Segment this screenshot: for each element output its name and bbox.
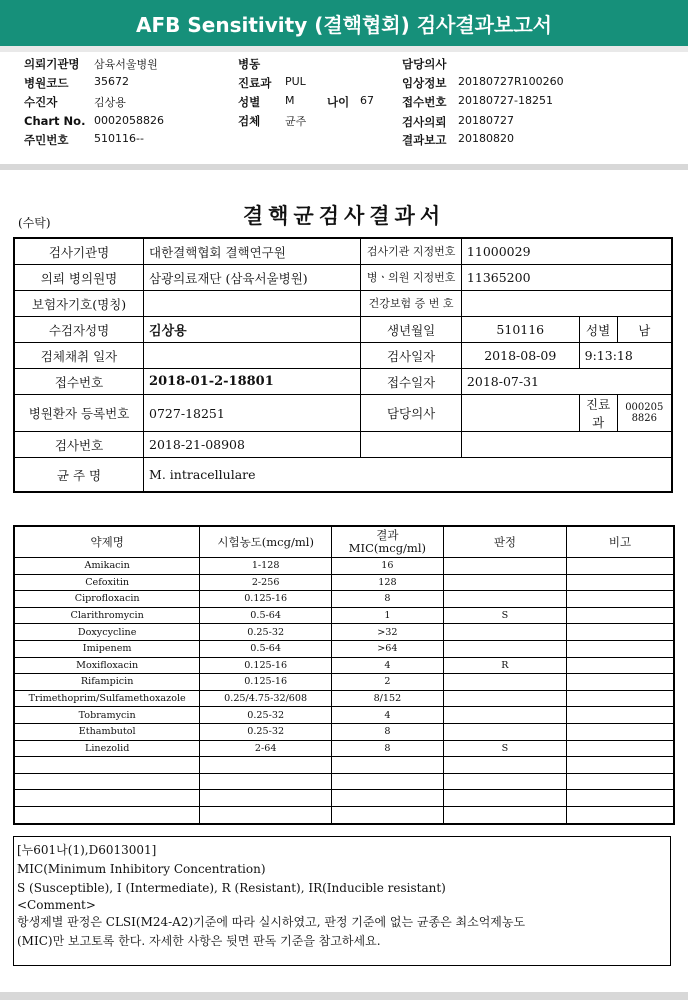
drug-cell-drug: Ethambutol: [14, 723, 200, 740]
drug-cell-mic: 4: [332, 707, 444, 724]
drug-cell-mic: 8: [332, 723, 444, 740]
drug-row: [14, 690, 674, 707]
drug-cell-judge: S: [443, 740, 566, 757]
hospital-label: 의뢰기관명: [24, 57, 80, 71]
lab-value: 대한결핵협회 결핵연구원: [144, 238, 361, 265]
drug-cell-drug: Rifampicin: [14, 674, 200, 691]
ref-no-label: 병ㆍ의원 지정번호: [361, 265, 462, 291]
dob-value: 510116: [461, 317, 579, 343]
table-row: [14, 432, 672, 458]
ward-label: 병동: [238, 57, 261, 71]
drug-cell-mic: 8/152: [332, 690, 444, 707]
mic-header-line1: 결과: [376, 528, 399, 542]
drug-header: 약제명: [14, 526, 200, 558]
collect-label: 검체채취 일자: [14, 343, 144, 369]
ref-no-value: 11365200: [461, 265, 672, 291]
table-row: [14, 265, 672, 291]
receiptno-label: 접수번호: [14, 369, 144, 395]
bottom-band: [0, 992, 688, 1000]
testno-label: 검사번호: [14, 432, 144, 458]
drug-cell-drug: Tobramycin: [14, 707, 200, 724]
drug-cell-conc: [200, 790, 332, 807]
doc-label: 담당의사: [361, 395, 462, 432]
drug-cell-judge: [443, 790, 566, 807]
drug-cell-note: [567, 773, 674, 790]
drug-sensitivity-table: [13, 525, 675, 825]
table-header-row: [14, 526, 674, 558]
receiptdate-label: 접수일자: [361, 369, 462, 395]
table-row: [14, 317, 672, 343]
receiptdate-value: 2018-07-31: [461, 369, 672, 395]
comment-code: [누601나(1),D6013001]: [17, 843, 157, 857]
name-value: 김상용: [144, 317, 361, 343]
rrn-value: 510116--: [94, 132, 144, 145]
table-row: [14, 458, 672, 493]
drug-cell-mic: [332, 790, 444, 807]
drug-cell-mic: 8: [332, 591, 444, 608]
empty-row: [14, 806, 674, 823]
receipt-label: 접수번호: [402, 95, 447, 109]
drug-cell-drug: [14, 757, 200, 774]
clinical-label: 임상정보: [402, 76, 447, 90]
collect-value: [144, 343, 361, 369]
mic-header: [332, 526, 444, 558]
receiptno-value: 2018-01-2-18801: [144, 369, 361, 395]
patient-label: 수진자: [24, 95, 58, 109]
age-label: 나이: [327, 95, 350, 109]
mic-header-line2: MIC(mcg/ml): [348, 541, 427, 555]
drug-cell-conc: [200, 806, 332, 823]
dept-label: 진료과: [238, 76, 272, 90]
drug-cell-conc: [200, 773, 332, 790]
drug-cell-drug: [14, 806, 200, 823]
drug-cell-mic: 2: [332, 674, 444, 691]
drug-cell-mic: >64: [332, 640, 444, 657]
report-info-panel: [0, 52, 688, 164]
dept-value: PUL: [285, 75, 306, 88]
drug-cell-mic: 4: [332, 657, 444, 674]
comment-legend: S (Susceptible), I (Intermediate), R (Resistant), IR(Inducible resistant): [17, 881, 446, 895]
drug-cell-judge: [443, 591, 566, 608]
insurer-label: 보험자기호(명칭): [14, 291, 144, 317]
sex-value: M: [285, 94, 295, 107]
strain-value: M. intracellulare: [144, 458, 672, 493]
report-value: 20180820: [458, 132, 514, 145]
drug-cell-mic: [332, 757, 444, 774]
drug-cell-conc: 0.5-64: [200, 640, 332, 657]
sex-value: 남: [617, 317, 672, 343]
drug-cell-note: [567, 806, 674, 823]
drug-cell-note: [567, 674, 674, 691]
sex-label: 성별: [579, 317, 617, 343]
drug-cell-judge: [443, 757, 566, 774]
drug-cell-drug: Trimethoprim/Sulfamethoxazole: [14, 690, 200, 707]
report-label: 결과보고: [402, 133, 447, 147]
request-label: 검사의뢰: [402, 115, 447, 129]
ref-value: 삼광의료재단 (삼육서울병원): [144, 265, 361, 291]
health-no-value: [461, 291, 672, 317]
dept-value: 0002058826: [617, 395, 672, 432]
dept-label: 진료과: [579, 395, 617, 432]
drug-cell-note: [567, 574, 674, 591]
drug-cell-drug: Cefoxitin: [14, 574, 200, 591]
drug-cell-judge: [443, 640, 566, 657]
dob-label: 생년월일: [361, 317, 462, 343]
testno-value: 2018-21-08908: [144, 432, 361, 458]
drug-cell-note: [567, 640, 674, 657]
hospital-value: 삼육서울병원: [94, 58, 158, 71]
drug-cell-conc: 0.25-32: [200, 723, 332, 740]
comment-box: [13, 836, 671, 966]
lab-no-value: 11000029: [461, 238, 672, 265]
patient-info-table: [13, 237, 673, 493]
drug-cell-mic: 8: [332, 740, 444, 757]
drug-row: [14, 591, 674, 608]
document-title: 결핵균검사결과서: [242, 203, 446, 228]
drug-cell-drug: Linezolid: [14, 740, 200, 757]
drug-cell-judge: [443, 690, 566, 707]
drug-cell-conc: 0.25-32: [200, 707, 332, 724]
drug-cell-note: [567, 558, 674, 575]
sex-label: 성별: [238, 95, 261, 109]
drug-cell-conc: 2-256: [200, 574, 332, 591]
drug-cell-judge: S: [443, 607, 566, 624]
patient-value: 김상용: [94, 96, 126, 109]
drug-cell-judge: R: [443, 657, 566, 674]
age-value: 67: [360, 94, 374, 107]
drug-cell-drug: Imipenem: [14, 640, 200, 657]
insurer-value: [144, 291, 361, 317]
request-value: 20180727: [458, 114, 514, 127]
drug-cell-drug: Ciprofloxacin: [14, 591, 200, 608]
code-label: 병원코드: [24, 76, 69, 90]
drug-cell-conc: 0.125-16: [200, 674, 332, 691]
drug-cell-judge: [443, 773, 566, 790]
drug-row: [14, 607, 674, 624]
testdate-value: 2018-08-09: [461, 343, 579, 369]
empty-row: [14, 757, 674, 774]
drug-row: [14, 574, 674, 591]
code-value: 35672: [94, 75, 129, 88]
table-row: [14, 343, 672, 369]
lab-label: 검사기관명: [14, 238, 144, 265]
table-row: [14, 369, 672, 395]
drug-cell-judge: [443, 558, 566, 575]
drug-row: [14, 707, 674, 724]
doc-value: [461, 395, 579, 432]
drug-cell-mic: 1: [332, 607, 444, 624]
empty-cell: [361, 432, 462, 458]
drug-cell-drug: [14, 773, 200, 790]
drug-cell-conc: [200, 757, 332, 774]
comment-mic-definition: MIC(Minimum Inhibitory Concentration): [17, 862, 266, 876]
drug-row: [14, 624, 674, 641]
reg-value: 0727-18251: [144, 395, 361, 432]
clinical-value: 20180727R100260: [458, 75, 564, 88]
specimen-value: 균주: [285, 115, 307, 128]
drug-cell-mic: 128: [332, 574, 444, 591]
drug-cell-conc: 0.125-16: [200, 657, 332, 674]
drug-cell-judge: [443, 707, 566, 724]
table-row: [14, 395, 672, 432]
strain-label: 균 주 명: [14, 458, 144, 493]
drug-cell-judge: [443, 806, 566, 823]
drug-cell-judge: [443, 574, 566, 591]
drug-cell-conc: 0.25/4.75-32/608: [200, 690, 332, 707]
chart-label: Chart No.: [24, 114, 86, 128]
drug-cell-drug: Doxycycline: [14, 624, 200, 641]
specimen-label: 검체: [238, 114, 261, 128]
drug-cell-note: [567, 591, 674, 608]
reg-label: 병원환자 등록번호: [14, 395, 144, 432]
drug-cell-judge: [443, 624, 566, 641]
drug-cell-drug: Moxifloxacin: [14, 657, 200, 674]
chart-value: 0002058826: [94, 114, 164, 127]
drug-cell-note: [567, 723, 674, 740]
drug-row: [14, 640, 674, 657]
consignment-mark: (수탁): [18, 216, 51, 230]
doctor-label: 담당의사: [402, 57, 447, 71]
judge-header: 판정: [443, 526, 566, 558]
note-header: 비고: [567, 526, 674, 558]
drug-row: [14, 740, 674, 757]
drug-row: [14, 558, 674, 575]
comment-text-1: 항생제별 판정은 CLSI(M24-A2)기준에 따라 실시하였고, 판정 기준에 없는 균종은 최소억제농도: [17, 915, 526, 929]
empty-row: [14, 790, 674, 807]
testdate-label: 검사일자: [361, 343, 462, 369]
empty-row: [14, 773, 674, 790]
drug-cell-conc: 1-128: [200, 558, 332, 575]
lab-no-label: 검사기관 지정번호: [361, 238, 462, 265]
drug-cell-drug: Amikacin: [14, 558, 200, 575]
drug-cell-note: [567, 757, 674, 774]
drug-cell-note: [567, 690, 674, 707]
name-label: 수검자성명: [14, 317, 144, 343]
drug-cell-note: [567, 607, 674, 624]
scanned-report: [0, 170, 688, 992]
drug-row: [14, 723, 674, 740]
comment-heading: <Comment>: [17, 898, 96, 912]
drug-row: [14, 657, 674, 674]
rrn-label: 주민번호: [24, 133, 69, 147]
drug-cell-note: [567, 790, 674, 807]
drug-cell-mic: >32: [332, 624, 444, 641]
comment-text-2: (MIC)만 보고토록 한다. 자세한 사항은 뒷면 판독 기준을 참고하세요.: [17, 934, 381, 948]
drug-cell-mic: 16: [332, 558, 444, 575]
drug-cell-drug: Clarithromycin: [14, 607, 200, 624]
report-title: AFB Sensitivity (결핵협회) 검사결과보고서: [0, 0, 688, 46]
drug-cell-conc: 0.25-32: [200, 624, 332, 641]
drug-cell-judge: [443, 674, 566, 691]
drug-cell-conc: 0.125-16: [200, 591, 332, 608]
ref-label: 의뢰 병의원명: [14, 265, 144, 291]
drug-cell-note: [567, 657, 674, 674]
receipt-value: 20180727-18251: [458, 94, 553, 107]
table-row: [14, 238, 672, 265]
drug-cell-note: [567, 707, 674, 724]
drug-cell-judge: [443, 723, 566, 740]
drug-cell-conc: 0.5-64: [200, 607, 332, 624]
conc-header: 시험농도(mcg/ml): [200, 526, 332, 558]
drug-cell-note: [567, 624, 674, 641]
drug-cell-mic: [332, 806, 444, 823]
health-no-label: 건강보험 증 번 호: [361, 291, 462, 317]
drug-cell-conc: 2-64: [200, 740, 332, 757]
drug-row: [14, 674, 674, 691]
table-row: [14, 291, 672, 317]
empty-cell: [461, 432, 672, 458]
drug-cell-note: [567, 740, 674, 757]
testtime-value: 9:13:18: [579, 343, 672, 369]
drug-cell-mic: [332, 773, 444, 790]
drug-cell-drug: [14, 790, 200, 807]
